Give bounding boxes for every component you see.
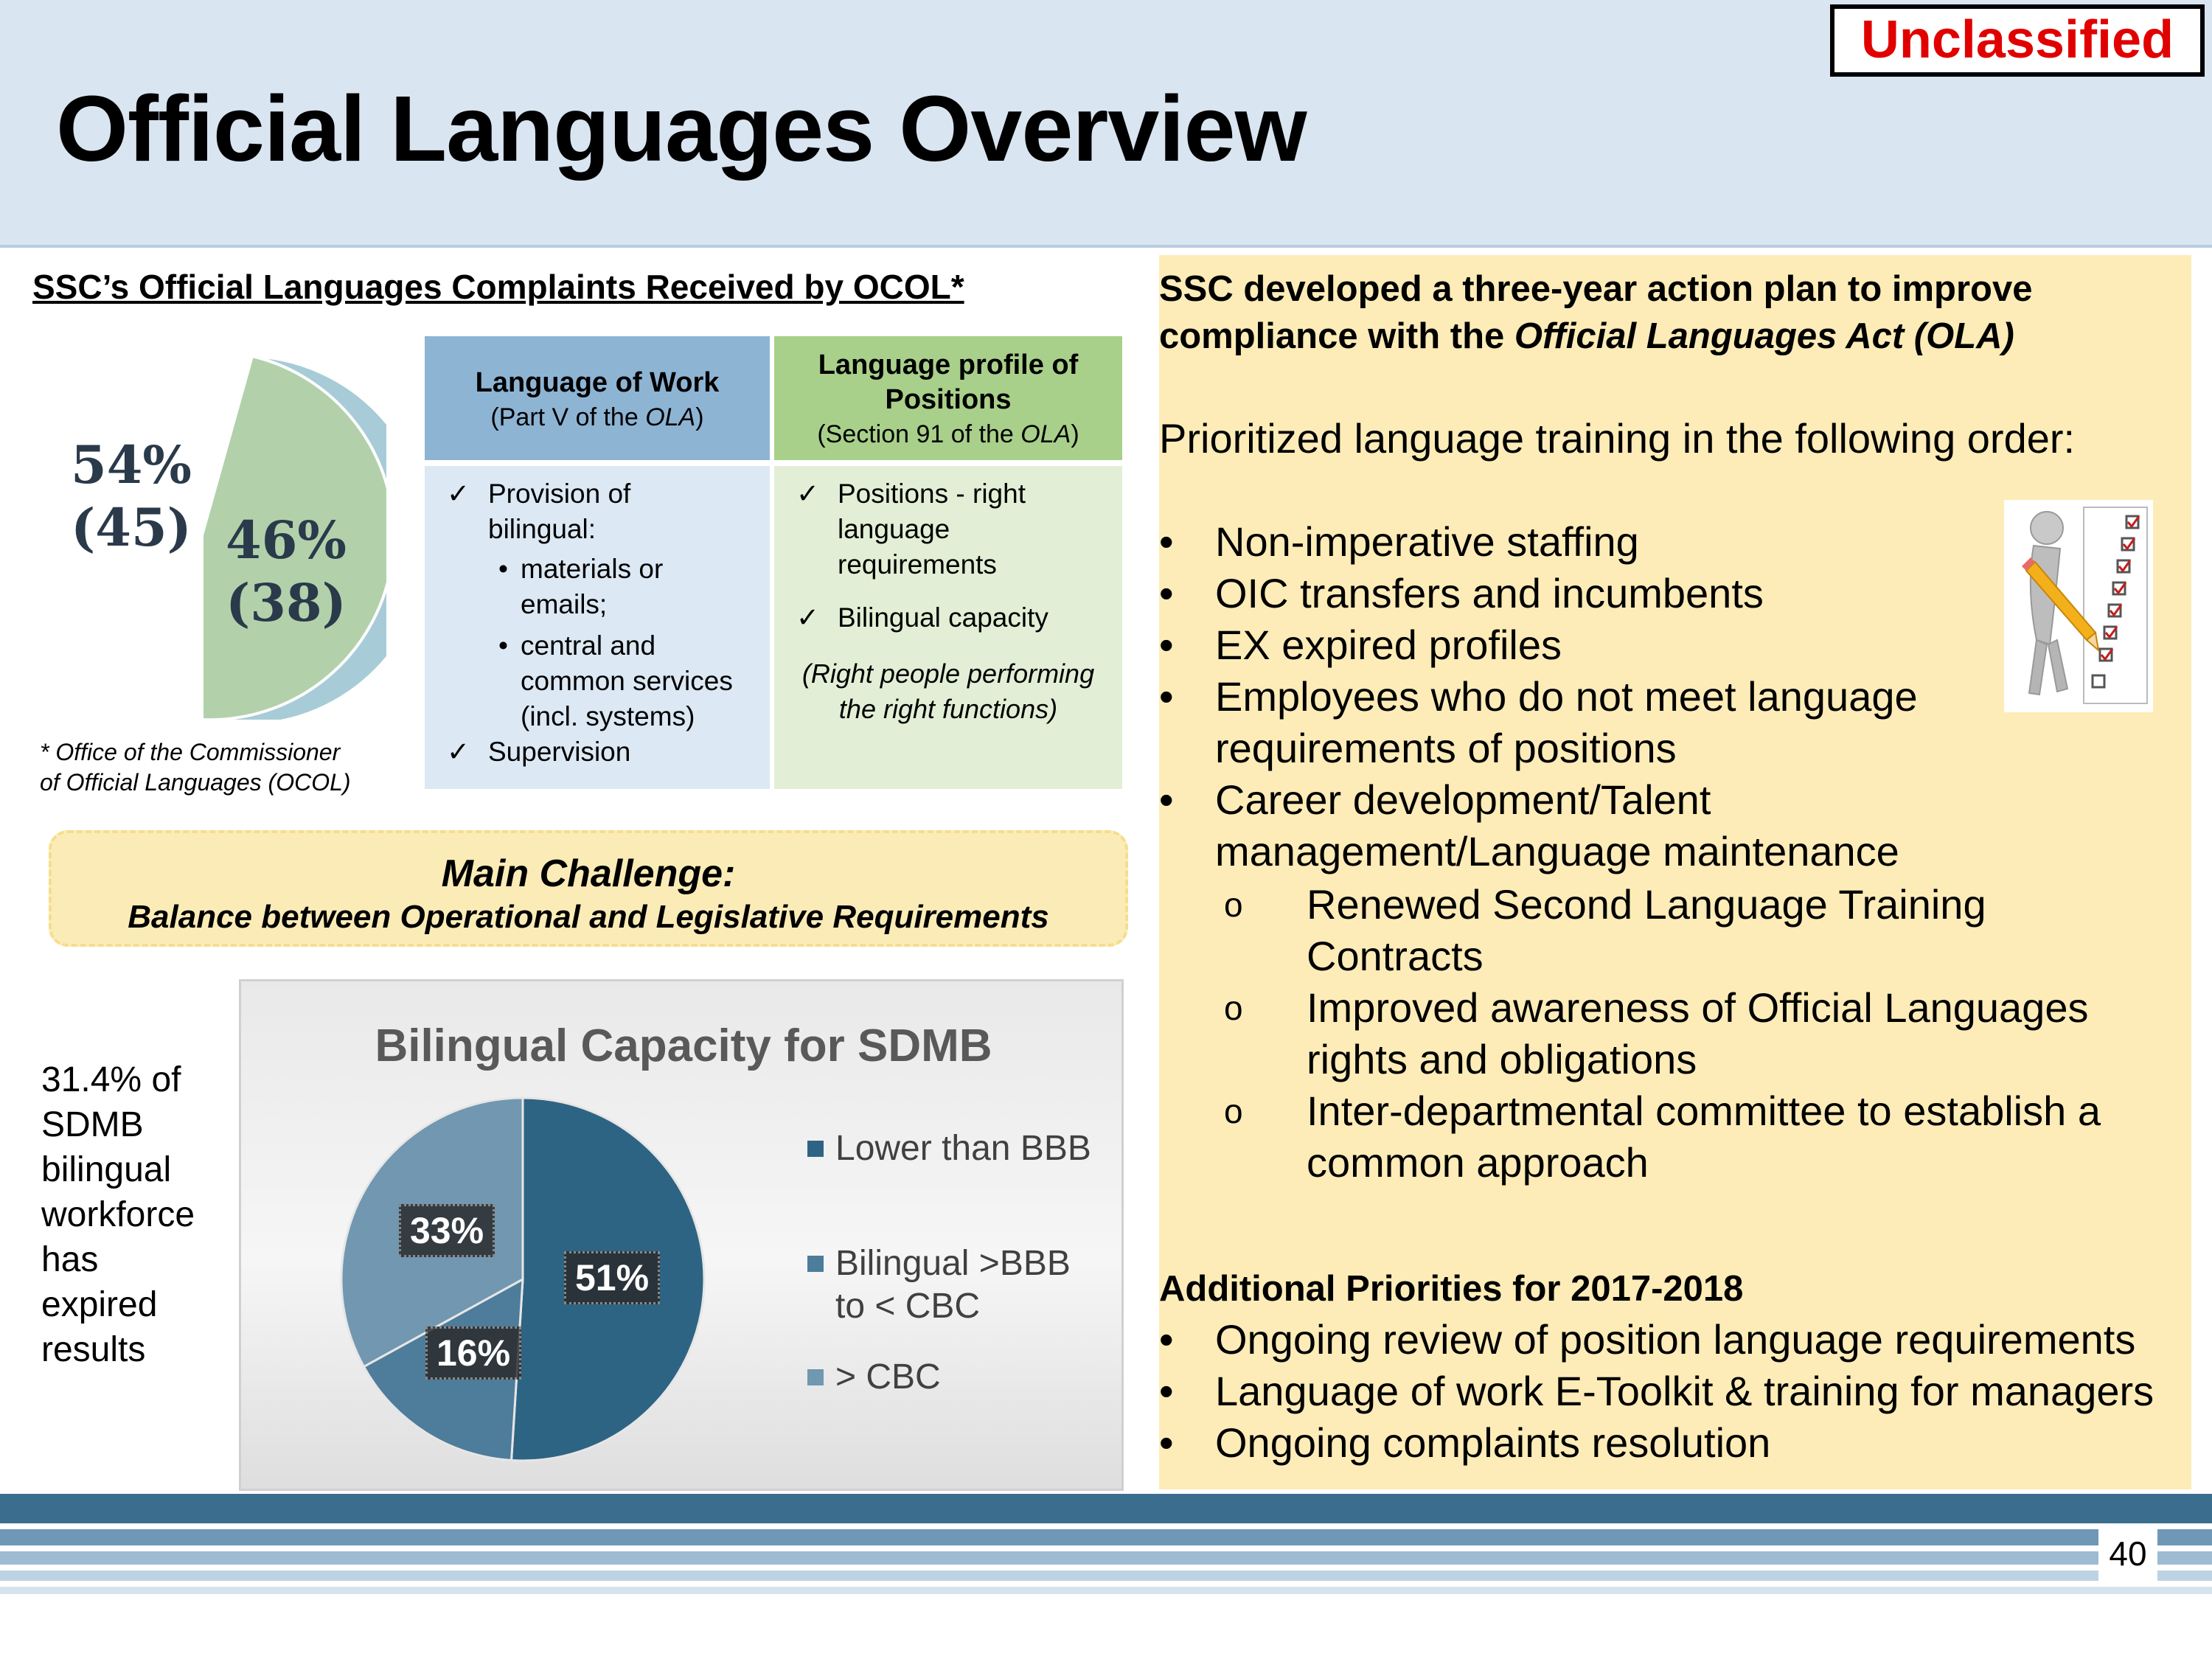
- side-note-line: expired: [41, 1285, 158, 1324]
- legend-swatch: [807, 1256, 824, 1272]
- data-label-16: 16%: [425, 1326, 521, 1380]
- heading-line-2: compliance with the Official Languages Act (OLA): [1159, 316, 2014, 356]
- bullet-icon: •: [1159, 776, 1174, 823]
- action-plan-panel: [1159, 255, 2191, 1489]
- complaints-count-45: (45): [71, 497, 192, 559]
- footer-stripe: [0, 1494, 2212, 1523]
- priority-2: OIC transfers and incumbents: [1215, 570, 1764, 616]
- complaints-percent-54: 54%: [71, 434, 192, 495]
- complaints-label-54: [71, 434, 192, 560]
- data-label-51: 51%: [564, 1251, 660, 1304]
- legend-swatch: [807, 1369, 824, 1385]
- bullet-icon: •: [1159, 518, 1174, 565]
- bullet-icon: •: [1159, 570, 1174, 616]
- lp-title-line-1: Language profile of: [818, 349, 1079, 380]
- complaints-label-46: [226, 509, 347, 635]
- lp-header: [774, 348, 1122, 452]
- lw-subtitle: (Part V of the OLA): [490, 403, 704, 431]
- main-challenge-callout: [49, 830, 1128, 947]
- legend-text: > CBC: [835, 1357, 941, 1397]
- priority-4-line-1: Employees who do not meet language: [1215, 673, 1918, 720]
- bullet-icon: •: [1159, 673, 1174, 720]
- side-note-line: bilingual: [41, 1150, 172, 1189]
- lw-sub-1-line-2: emails;: [521, 589, 608, 619]
- legend-swatch: [807, 1141, 824, 1157]
- lw-body: [447, 476, 764, 786]
- training-intro: Prioritized language training in the following order:: [1159, 415, 2076, 462]
- footer-stripe: [0, 1551, 2212, 1565]
- check-icon: ✓: [447, 737, 470, 767]
- lw-sub-2: [498, 628, 733, 731]
- side-note-line: SDMB: [41, 1105, 144, 1144]
- page-number: 40: [2098, 1525, 2157, 1582]
- lw-check-1-line-1: Provision of: [488, 479, 631, 509]
- lp-check-2-text: Bilingual capacity: [838, 602, 1048, 633]
- bullet-icon: •: [1159, 1316, 1174, 1363]
- footer-stripe: [0, 1571, 2212, 1581]
- lw-sub-1-line-1: materials or: [521, 554, 664, 584]
- bullet-icon: •: [1159, 622, 1174, 668]
- bullet-icon: •: [1159, 1419, 1174, 1466]
- bullet-icon: •: [498, 554, 508, 584]
- lp-note-line-1: (Right people performing: [801, 658, 1095, 689]
- challenge-text: Balance between Operational and Legislative Requirements: [128, 899, 1049, 935]
- side-note-line: has: [41, 1240, 99, 1279]
- classification-badge: Unclassified: [1830, 4, 2205, 77]
- priority-1: Non-imperative staffing: [1215, 518, 1639, 565]
- lw-sub-2-line-2: common services: [521, 666, 733, 696]
- sub-item-2-line-2: rights and obligations: [1307, 1036, 1697, 1082]
- additional-priority-2: Language of work E-Toolkit & training for managers: [1215, 1368, 2154, 1414]
- bullet-icon: •: [1159, 1368, 1174, 1414]
- lw-sub-1: [498, 552, 664, 619]
- language-of-work-column: [425, 336, 770, 789]
- priority-4-line-2: requirements of positions: [1215, 725, 1677, 771]
- check-icon: ✓: [796, 479, 820, 509]
- priority-5-line-2: management/Language maintenance: [1215, 828, 1899, 874]
- legend-text: to < CBC: [835, 1287, 981, 1326]
- complaints-count-38: (38): [226, 572, 347, 634]
- complaints-percent-46: 46%: [226, 509, 347, 571]
- sub-item-1-line-2: Contracts: [1307, 933, 1484, 979]
- legend-text: Lower than BBB: [835, 1129, 1091, 1168]
- lp-body: [796, 476, 1118, 786]
- checklist-figure-icon: [2004, 500, 2153, 712]
- lp-title-line-2: Positions: [885, 384, 1012, 415]
- priority-3: EX expired profiles: [1215, 622, 1562, 668]
- legend-text: Bilingual >BBB: [835, 1244, 1071, 1283]
- action-plan-heading: [1159, 265, 2033, 360]
- side-note-line: results: [41, 1330, 146, 1369]
- lw-header: [425, 366, 770, 435]
- ocol-footnote: [40, 737, 351, 798]
- check-icon: ✓: [796, 602, 820, 633]
- heading-line-1: SSC developed a three-year action plan to improve: [1159, 269, 2033, 309]
- chart-title: Bilingual Capacity for SDMB: [375, 1020, 992, 1071]
- lw-sub-2-line-1: central and: [521, 630, 656, 661]
- sub-item-3-line-1: Inter-departmental committee to establish a: [1307, 1088, 2101, 1134]
- footnote-line-2: of Official Languages (OCOL): [40, 769, 351, 796]
- data-label-33: 33%: [399, 1204, 495, 1257]
- circle-bullet-icon: o: [1224, 1092, 1243, 1130]
- circle-bullet-icon: o: [1224, 989, 1243, 1027]
- lp-note-line-2: the right functions): [838, 694, 1058, 724]
- lp-subtitle: (Section 91 of the OLA): [817, 420, 1079, 448]
- lp-check-1-line-2: language: [838, 514, 950, 544]
- lw-check-2-text: Supervision: [488, 737, 631, 767]
- additional-priorities-heading: Additional Priorities for 2017-2018: [1159, 1269, 1744, 1309]
- challenge-title: Main Challenge:: [441, 852, 736, 895]
- language-profile-column: [774, 336, 1122, 789]
- page-title: Official Languages Overview: [56, 77, 1307, 181]
- side-note-line: 31.4% of: [41, 1060, 181, 1099]
- lp-check-1-line-3: requirements: [838, 549, 997, 580]
- additional-priority-1: Ongoing review of position language requirements: [1215, 1316, 2136, 1363]
- sub-item-1-line-1: Renewed Second Language Training: [1307, 881, 1986, 928]
- lw-sub-2-line-3: (incl. systems): [521, 701, 695, 731]
- lw-check-1-line-2: bilingual:: [488, 514, 597, 544]
- additional-priority-3: Ongoing complaints resolution: [1215, 1419, 1771, 1466]
- bullet-icon: •: [498, 630, 508, 661]
- lw-title: Language of Work: [475, 367, 720, 398]
- footnote-line-1: * Office of the Commissioner: [40, 739, 341, 765]
- priority-5-line-1: Career development/Talent: [1215, 776, 1711, 823]
- sdmb-side-note: [41, 1057, 195, 1372]
- bilingual-capacity-chart: [239, 979, 1124, 1491]
- lp-note: [786, 656, 1110, 727]
- check-icon: ✓: [447, 479, 470, 509]
- complaints-heading: SSC’s Official Languages Complaints Received by OCOL*: [32, 268, 964, 306]
- footer-stripe: [0, 1529, 2212, 1545]
- sub-item-3-line-2: common approach: [1307, 1139, 1649, 1186]
- footer-stripe: [0, 1587, 2212, 1594]
- side-note-line: workforce: [41, 1195, 195, 1234]
- circle-bullet-icon: o: [1224, 886, 1243, 924]
- sub-item-2-line-1: Improved awareness of Official Languages: [1307, 984, 2089, 1031]
- lp-check-1-line-1: Positions - right: [838, 479, 1026, 509]
